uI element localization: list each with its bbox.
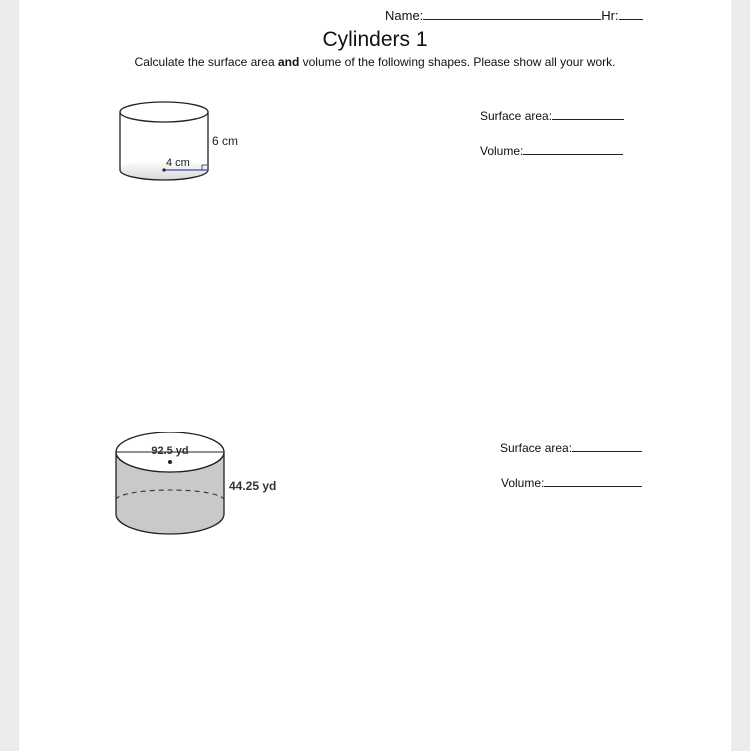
name-field-row bbox=[385, 8, 643, 23]
hr-label: Hr: bbox=[601, 8, 619, 23]
instructions-bold-and: and bbox=[277, 55, 300, 69]
cylinder-2-center-dot bbox=[168, 460, 172, 464]
problem-1-volume bbox=[480, 143, 623, 158]
worksheet-page bbox=[19, 0, 731, 751]
cylinder-1-radius-label: 4 cm bbox=[166, 157, 190, 169]
instructions-text-end: volume of the following shapes. Please show all your work. bbox=[299, 55, 616, 69]
surface-area-label: Surface area: bbox=[480, 109, 553, 123]
cylinder-figure-2 bbox=[112, 432, 292, 540]
surface-area-answer-line[interactable] bbox=[572, 440, 642, 452]
instructions bbox=[19, 55, 731, 69]
problem-2-volume bbox=[501, 475, 642, 490]
volume-answer-line[interactable] bbox=[523, 143, 623, 155]
hr-input-line[interactable] bbox=[619, 8, 643, 20]
cylinder-2-diameter-label: 92.5 yd bbox=[151, 445, 189, 457]
cylinder-2-height-label: 44.25 yd bbox=[229, 479, 277, 493]
volume-label: Volume: bbox=[480, 144, 524, 158]
cylinder-1-height-label: 6 cm bbox=[212, 134, 239, 148]
volume-answer-line[interactable] bbox=[544, 475, 642, 487]
volume-label: Volume: bbox=[501, 476, 545, 490]
instructions-text-start: Calculate the surface area bbox=[134, 55, 278, 69]
name-label: Name: bbox=[385, 8, 424, 23]
cylinder-figure-1 bbox=[114, 94, 254, 186]
page-title: Cylinders 1 bbox=[322, 28, 428, 51]
surface-area-answer-line[interactable] bbox=[552, 108, 624, 120]
cylinder-1-top bbox=[120, 102, 208, 122]
problem-1-surface-area bbox=[480, 108, 624, 123]
problem-2-surface-area bbox=[500, 440, 642, 455]
name-input-line[interactable] bbox=[423, 8, 601, 20]
surface-area-label: Surface area: bbox=[500, 441, 573, 455]
